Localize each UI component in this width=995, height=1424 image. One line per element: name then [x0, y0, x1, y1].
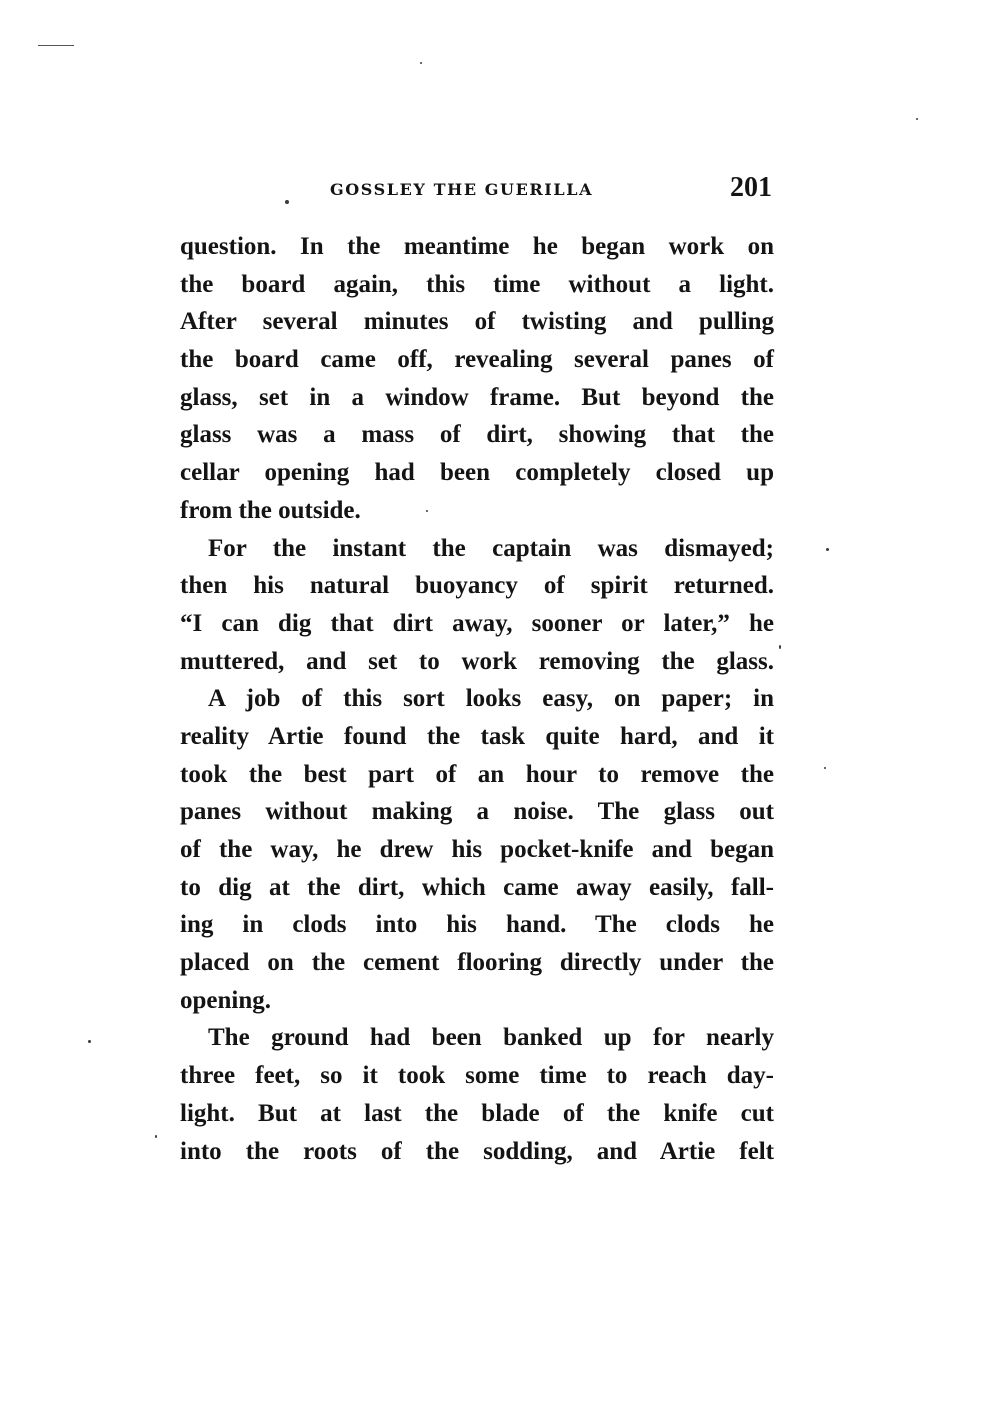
- scan-speck: [426, 510, 428, 512]
- text-line: muttered, and set to work removing the glass.: [180, 647, 774, 675]
- text-line: After several minutes of twisting and pulling: [180, 308, 774, 336]
- running-title: GOSSLEY THE GUERILLA: [330, 180, 594, 199]
- body-text: [180, 228, 774, 1170]
- text-line: glass was a mass of dirt, showing that the: [180, 421, 774, 449]
- scan-speck: [285, 200, 289, 204]
- scan-speck: [826, 548, 829, 551]
- text-line: question. In the meantime he began work on: [180, 233, 774, 260]
- text-line: three feet, so it took some time to reach day-: [180, 1062, 774, 1090]
- text-line: panes without making a noise. The glass out: [180, 798, 774, 826]
- text-line: of the way, he drew his pocket-knife and began: [180, 836, 774, 863]
- scan-speck: [88, 1040, 91, 1043]
- margin-mark: [38, 45, 74, 46]
- running-head: [180, 170, 774, 210]
- scan-speck: [420, 62, 422, 64]
- text-line: The ground had been banked up for nearly: [208, 1024, 774, 1052]
- text-line: opening.: [180, 986, 272, 1014]
- text-line: light. But at last the blade of the knife cut: [180, 1099, 774, 1127]
- text-line: “I can dig that dirt away, sooner or later,” he: [180, 609, 774, 637]
- scan-speck: [155, 1135, 157, 1138]
- scan-speck: [779, 645, 781, 649]
- page-number: 201: [730, 172, 772, 203]
- text-line: then his natural buoyancy of spirit returned.: [180, 572, 774, 600]
- scan-speck: [824, 767, 826, 769]
- text-line: For the instant the captain was dismayed;: [208, 534, 774, 562]
- text-line: the board came off, revealing several panes of: [180, 346, 774, 374]
- text-line: placed on the cement flooring directly under the: [180, 949, 774, 977]
- text-line: to dig at the dirt, which came away easily, fall-: [180, 873, 774, 901]
- text-line: A job of this sort looks easy, on paper; in: [208, 685, 774, 713]
- text-line: from the outside.: [180, 496, 361, 524]
- text-line: the board again, this time without a light.: [180, 270, 774, 298]
- text-line: cellar opening had been completely closed up: [180, 459, 774, 487]
- text-line: ing in clods into his hand. The clods he: [180, 911, 774, 939]
- text-line: took the best part of an hour to remove the: [180, 760, 774, 788]
- text-line: glass, set in a window frame. But beyond the: [180, 383, 774, 411]
- text-line: reality Artie found the task quite hard, and it: [180, 722, 774, 750]
- text-line: into the roots of the sodding, and Artie felt: [180, 1137, 774, 1165]
- scan-speck: [916, 118, 918, 120]
